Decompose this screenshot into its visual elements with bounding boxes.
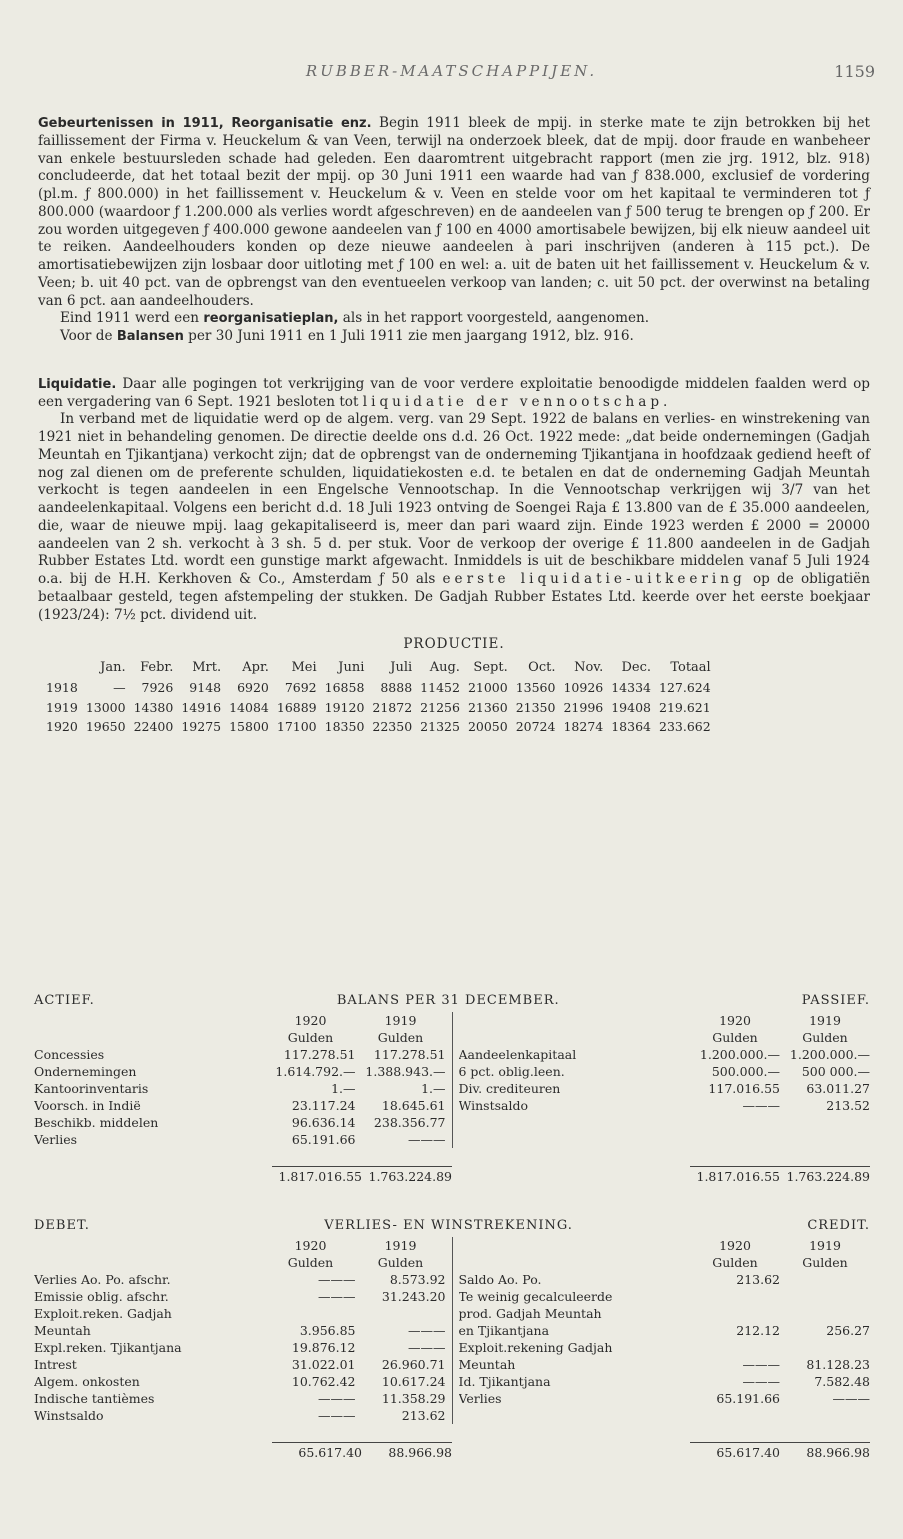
productie-value: 21360	[467, 699, 508, 715]
balans-title: BALANS PER 31 DECEMBER.	[336, 993, 560, 1008]
gebeurtenissen-paragraph	[38, 115, 870, 310]
account-label: Winstsaldo	[34, 1408, 104, 1423]
balans-totals	[34, 1152, 870, 1184]
productie-value: 21325	[420, 719, 460, 735]
account-label: Exploit.reken. Gadjah	[34, 1306, 172, 1321]
productie-value: 21996	[563, 699, 604, 715]
account-value-1919: 11.358.29	[381, 1391, 446, 1406]
unit-label: Gulden	[802, 1255, 848, 1270]
productie-value: 18364	[611, 719, 651, 735]
account-label: Indische tantièmes	[34, 1391, 155, 1406]
account-value-1920: 117.278.51	[283, 1047, 356, 1062]
account-value-1920	[690, 1288, 780, 1305]
productie-row	[42, 717, 715, 737]
unit-label: Gulden	[287, 1030, 334, 1045]
account-value-1920: ———	[742, 1374, 780, 1389]
account-label: Ondernemingen	[34, 1064, 137, 1079]
passief-column	[453, 1012, 871, 1148]
productie-year: 1918	[46, 679, 78, 695]
account-value-1920: 500.000.—	[711, 1064, 780, 1079]
productie-value: 18350	[324, 719, 365, 735]
account-value-1919: 1.—	[421, 1081, 446, 1096]
productie-value: 19408	[611, 699, 651, 715]
running-header	[0, 62, 903, 86]
account-label: Saldo Ao. Po.	[458, 1272, 542, 1287]
unit-label: Gulden	[712, 1030, 758, 1045]
productie-value: 14084	[229, 699, 269, 715]
text-span: per 30 Juni 1911 en 1 Juli 1911 zie men jaargang 1912, blz. 916.	[188, 328, 634, 344]
account-value-1920: ———	[742, 1098, 780, 1113]
text-body	[38, 115, 870, 737]
credit-total-1919: 88.966.98	[780, 1442, 870, 1460]
gebeurtenissen-text: Begin 1911 bleek de mpij. in sterke mate te zijn betrokken bij het faillissement der Firma v. Heuckelum & van Veen, terwijl na onderzoek bleek, dat de mpij. door fraude en wanbeheer van enkele bestuursleden schade had geleden. Een daaromtrent uitgebracht rapport (men zie jrg. 1912, blz. 918) concludeerde, dat het totaal bezit der mpij. op 30 Juni 1911 een waarde had van ƒ 838.000, exclusief de vordering (pl.m. ƒ 800.000) in het faillissement v. Heuckelum & v. Veen en stelde voor om het kapitaal te verminderen tot ƒ 800.000 (waardoor ƒ 1.200.000 als verlies wordt afgeschreven) en de aandeelen van ƒ 500 terug te brengen op ƒ 200. Er zou worden uitgegeven ƒ 400.000 gewone aandeelen van ƒ 100 en 4000 amortisabele bewijzen, bij elk nieuw aandeel uit te reiken. Aandeelhouders konden op deze nieuwe aandeelen à pari inschrijven (anderen à 115 pct.). De amortisatiebewijzen zijn losbaar door uitloting met ƒ 100 en wel: a. uit de baten uit het faillissement v. Heuckelum & v. Veen; b. uit 40 pct. van de opbrengst van den eventueelen verkoop van landen; c. uit 50 pct. der overwinst na betaling van 6 pct. aan aandeelhouders.	[38, 115, 870, 309]
account-row	[34, 1271, 446, 1288]
account-value-1919: 256.27	[826, 1323, 870, 1338]
uitkeering-spaced-text: eerste liquidatie-uitkeering	[442, 571, 746, 587]
account-row	[459, 1271, 871, 1288]
gebeurtenissen-heading: Gebeurtenissen in 1911, Reorganisatie enz.	[38, 116, 372, 131]
year-header-row	[34, 1012, 446, 1029]
balansen-paragraph	[38, 328, 870, 346]
account-value-1919	[780, 1305, 870, 1322]
account-value-1919: 81.128.23	[806, 1357, 870, 1372]
actief-total-1919: 1.763.224.89	[362, 1166, 452, 1184]
credit-total-1920: 65.617.40	[690, 1442, 780, 1460]
account-row	[34, 1373, 446, 1390]
unit-header-row	[34, 1254, 446, 1271]
account-value-1919: ———	[408, 1340, 446, 1355]
reorganisatieplan-term: reorganisatieplan,	[203, 311, 339, 327]
account-value-1920: 19.876.12	[291, 1340, 356, 1355]
account-row	[459, 1046, 871, 1063]
text-span: Eind 1911 werd een	[60, 310, 200, 327]
account-value-1919: 63.011.27	[806, 1081, 870, 1096]
account-value-1919: ———	[832, 1391, 870, 1406]
account-value-1919: 1.388.943.—	[365, 1064, 446, 1079]
unit-header-row	[34, 1029, 446, 1046]
account-value-1919: 18.645.61	[381, 1098, 446, 1113]
productie-value: 21872	[372, 699, 413, 715]
account-label: Voorsch. in Indië	[34, 1098, 141, 1113]
account-row	[34, 1407, 446, 1424]
productie-value: 7926	[141, 679, 174, 695]
text-span: In verband met de liquidatie werd op de algem. verg. van 29 Sept. 1922 de balans en verlies- en winstrekening van 1921 niet in behandeling genomen. De directie deelde ons d.d. 26 Oct. 1922 mede: „dat beide ondernemingen (Gadjah Meuntah en Tjikantjana) verkocht zijn; dat de opbrengst van de onderneming Tjikantjana in hoofdzaak gediend heeft of nog zal dienen om de preferente schulden, liquidatiekosten e.d. te betalen en dat de onderneming Gadjah Meuntah verkocht is tegen aandeelen in een Engelsche Vennootschap. In die Vennootschap verkrijgen wij 3/7 van het aandeelenkapitaal. Volgens een bericht d.d. 18 Juli 1923 ontving de Soengei Raja £ 13.800 van de £ 35.000 aandeelen, die, waar de nieuwe mpij. laag gekapitaliseerd is, meer dan pari waard zijn. Einde 1923 werden £ 2000 = 20000 aandeelen van 2 sh. verkocht à 3 sh. 5 d. per stuk. Voor de verkoop der overige £ 11.800 aandeelen in de Gadjah Rubber Estates Ltd. wordt een gunstige markt afgewacht. Inmiddels is uit de beschikbare middelen vanaf 5 Juli 1924 o.a. bij de H.H. Kerkhoven & Co., Amsterdam ƒ 50 als	[38, 411, 870, 587]
account-row	[34, 1322, 446, 1339]
month-header: Sept.	[473, 660, 508, 675]
account-value-1920: 1.200.000.—	[699, 1047, 780, 1062]
account-label: Exploit.rekening Gadjah	[458, 1340, 613, 1355]
productie-value: 127.624	[659, 679, 711, 695]
account-row	[459, 1063, 871, 1080]
account-value-1919	[356, 1305, 446, 1322]
account-value-1919: 10.617.24	[381, 1374, 446, 1389]
unit-label: Gulden	[712, 1255, 758, 1270]
account-value-1920: 3.956.85	[299, 1323, 356, 1338]
text-span: Voor de	[60, 328, 113, 344]
actief-caption: ACTIEF.	[34, 993, 95, 1008]
productie-value: 14380	[133, 699, 174, 715]
account-value-1920	[266, 1305, 356, 1322]
account-value-1920: ———	[318, 1391, 356, 1406]
account-value-1920	[690, 1339, 780, 1356]
productie-value: 20724	[515, 719, 556, 735]
account-row	[459, 1305, 871, 1322]
spacer	[34, 1237, 266, 1254]
account-value-1920: 1.—	[331, 1081, 356, 1096]
account-row	[34, 1305, 446, 1322]
spacer	[459, 1237, 691, 1254]
year-1920: 1920	[719, 1013, 751, 1028]
account-label: 6 pct. oblig.leen.	[458, 1064, 565, 1079]
account-value-1920: ———	[318, 1272, 356, 1287]
productie-row	[42, 678, 715, 698]
productie-year: 1919	[46, 699, 78, 715]
productie-value: 22400	[133, 719, 174, 735]
productie-value: —	[113, 679, 126, 695]
month-header: Mrt.	[192, 660, 222, 675]
actief-total-1920: 1.817.016.55	[272, 1166, 362, 1184]
account-label: Winstsaldo	[458, 1098, 529, 1113]
account-value-1920: 96.636.14	[291, 1115, 356, 1130]
account-label: Meuntah	[34, 1323, 91, 1338]
spacer	[459, 1029, 691, 1046]
productie-title: PRODUCTIE.	[403, 636, 505, 653]
account-row	[459, 1288, 871, 1305]
month-header: Mei	[291, 660, 317, 675]
productie-value: 219.621	[659, 699, 711, 715]
vw-title: VERLIES- EN WINSTREKENING.	[324, 1218, 573, 1233]
month-header: Jan.	[100, 660, 126, 675]
productie-header-row	[42, 658, 715, 678]
year-1920: 1920	[294, 1238, 327, 1253]
liquidatie-paragraph	[38, 376, 870, 412]
account-row	[34, 1288, 446, 1305]
account-value-1919	[780, 1339, 870, 1356]
account-value-1920: 31.022.01	[291, 1357, 356, 1372]
productie-value: 16858	[324, 679, 365, 695]
productie-value: 6920	[237, 679, 269, 695]
vw-totals	[34, 1428, 870, 1460]
account-row	[34, 1114, 446, 1131]
unit-header-row	[459, 1254, 871, 1271]
credit-column	[453, 1237, 871, 1424]
month-header: Juli	[390, 660, 413, 675]
account-value-1919	[780, 1288, 870, 1305]
text-span: op de obligatiën betaalbaar gesteld, tegen afstempeling der stukken. De Gadjah Rubber Estates Ltd. keerde over het eerste boekjaar (1923/24): 7½ pct. dividend uit.	[38, 571, 870, 623]
account-row	[34, 1339, 446, 1356]
account-value-1919: 26.960.71	[381, 1357, 446, 1372]
account-value-1920: 213.62	[736, 1272, 780, 1287]
liquidatie-paragraph-2	[38, 411, 870, 624]
debet-total-1919: 88.966.98	[362, 1442, 452, 1460]
spacer	[459, 1012, 691, 1029]
passief-total-1919: 1.763.224.89	[780, 1166, 870, 1184]
credit-caption: CREDIT.	[807, 1218, 870, 1233]
productie-value: 11452	[420, 679, 460, 695]
productie-value: 13000	[85, 699, 126, 715]
account-value-1920: 1.614.792.—	[275, 1064, 356, 1079]
productie-value: 17100	[276, 719, 317, 735]
productie-value: 10926	[563, 679, 604, 695]
actief-column	[34, 1012, 453, 1148]
productie-value: 21256	[420, 699, 460, 715]
spacer	[459, 1254, 691, 1271]
account-label: Verlies	[458, 1391, 502, 1406]
account-value-1919: 213.52	[826, 1098, 870, 1113]
account-label: prod. Gadjah Meuntah	[458, 1306, 602, 1321]
account-value-1919: 7.582.48	[814, 1374, 870, 1389]
month-header: Dec.	[621, 660, 651, 675]
unit-label: Gulden	[377, 1255, 424, 1270]
account-row	[34, 1390, 446, 1407]
debet-caption: DEBET.	[34, 1218, 90, 1233]
productie-value: 19120	[324, 699, 365, 715]
unit-header-row	[459, 1029, 871, 1046]
account-value-1920	[690, 1305, 780, 1322]
account-label: Beschikb. middelen	[34, 1115, 159, 1130]
account-value-1920: ———	[742, 1357, 780, 1372]
page-number: 1159	[834, 62, 875, 81]
liquidatie-heading: Liquidatie.	[38, 376, 117, 392]
productie-row	[42, 698, 715, 718]
balansen-term: Balansen	[116, 329, 184, 344]
account-value-1920: 23.117.24	[291, 1098, 356, 1113]
account-row	[459, 1080, 871, 1097]
account-value-1919: 1.200.000.—	[789, 1047, 870, 1062]
year-header-row	[34, 1237, 446, 1254]
productie-value: 19650	[85, 719, 126, 735]
account-value-1919: 31.243.20	[381, 1289, 446, 1304]
account-row	[34, 1046, 446, 1063]
year-1920: 1920	[294, 1013, 327, 1028]
account-value-1920: 212.12	[736, 1323, 780, 1338]
account-value-1919: 238.356.77	[373, 1115, 446, 1130]
productie-value: 8888	[380, 679, 413, 695]
debet-column	[34, 1237, 453, 1424]
month-header: Juni	[338, 660, 365, 675]
account-label: en Tjikantjana	[458, 1323, 550, 1338]
account-row	[459, 1097, 871, 1114]
account-label: Verlies	[34, 1132, 78, 1147]
account-label: Id. Tjikantjana	[458, 1374, 551, 1389]
account-value-1920: 65.191.66	[716, 1391, 780, 1406]
spacer	[34, 1254, 266, 1271]
productie-year: 1920	[46, 719, 78, 735]
productie-value: 233.662	[659, 719, 711, 735]
spacer	[34, 1012, 266, 1029]
account-label: Concessies	[34, 1047, 105, 1062]
productie-value: 20050	[467, 719, 508, 735]
account-row	[34, 1131, 446, 1148]
account-value-1919: ———	[408, 1132, 446, 1147]
month-header: Aug.	[429, 660, 460, 675]
account-label: Algem. onkosten	[34, 1374, 140, 1389]
unit-label: Gulden	[287, 1255, 334, 1270]
account-value-1919: 8.573.92	[389, 1272, 446, 1287]
account-label: Expl.reken. Tjikantjana	[34, 1340, 182, 1355]
verlies-winst-section	[34, 1218, 870, 1460]
year-1919: 1919	[384, 1013, 417, 1028]
account-row	[459, 1356, 871, 1373]
account-label: Div. crediteuren	[458, 1081, 561, 1096]
year-1919: 1919	[809, 1013, 841, 1028]
account-row	[459, 1322, 871, 1339]
running-title: RUBBER-MAATSCHAPPIJEN.	[305, 62, 598, 80]
account-value-1919: 117.278.51	[373, 1047, 446, 1062]
month-header: Totaal	[670, 660, 711, 675]
account-row	[459, 1339, 871, 1356]
account-value-1920: 117.016.55	[708, 1081, 780, 1096]
year-col-header	[42, 658, 82, 678]
passief-total-1920: 1.817.016.55	[690, 1166, 780, 1184]
productie-value: 16889	[276, 699, 317, 715]
month-header: Oct.	[528, 660, 556, 675]
month-header: Febr.	[140, 660, 174, 675]
account-value-1920: 65.191.66	[291, 1132, 356, 1147]
account-value-1920: ———	[318, 1408, 356, 1423]
productie-value: 7692	[284, 679, 317, 695]
debet-total-1920: 65.617.40	[272, 1442, 362, 1460]
account-value-1920: 10.762.42	[291, 1374, 356, 1389]
productie-value: 18274	[563, 719, 604, 735]
account-row	[34, 1097, 446, 1114]
productie-value: 13560	[515, 679, 556, 695]
account-row	[34, 1080, 446, 1097]
reorganisatie-paragraph	[38, 310, 870, 328]
year-1919: 1919	[384, 1238, 417, 1253]
account-row	[459, 1390, 871, 1407]
productie-value: 19275	[181, 719, 222, 735]
account-label: Emissie oblig. afschr.	[34, 1289, 169, 1304]
account-label: Aandeelenkapitaal	[458, 1047, 577, 1062]
account-label: Intrest	[34, 1357, 77, 1372]
productie-value: 21350	[515, 699, 556, 715]
productie-value: 21000	[467, 679, 508, 695]
account-row	[34, 1063, 446, 1080]
productie-value: 9148	[189, 679, 222, 695]
account-label: Te weinig gecalculeerde	[458, 1289, 613, 1304]
account-label: Verlies Ao. Po. afschr.	[34, 1272, 171, 1287]
year-1920: 1920	[719, 1238, 751, 1253]
balans-section	[34, 993, 870, 1184]
spacer	[34, 1029, 266, 1046]
account-row	[34, 1356, 446, 1373]
productie-table	[42, 658, 715, 737]
productie-value: 14916	[181, 699, 222, 715]
text-span: Daar alle pogingen tot verkrijging van de voor verdere exploitatie benoodigde middelen faalden werd op een vergadering van 6 Sept. 1921 besloten tot	[38, 375, 870, 410]
productie-body	[42, 678, 715, 737]
account-label: Meuntah	[458, 1357, 516, 1372]
passief-caption: PASSIEF.	[801, 993, 870, 1008]
month-header: Nov.	[574, 660, 604, 675]
unit-label: Gulden	[377, 1030, 424, 1045]
year-header-row	[459, 1237, 871, 1254]
productie-value: 14334	[611, 679, 651, 695]
account-value-1919	[780, 1271, 870, 1288]
productie-value: 15800	[229, 719, 269, 735]
month-header: Apr.	[242, 660, 269, 675]
account-value-1919: 500 000.—	[801, 1064, 870, 1079]
account-value-1919: 213.62	[401, 1408, 446, 1423]
year-header-row	[459, 1012, 871, 1029]
balans-captions	[34, 993, 870, 1008]
account-value-1920: ———	[318, 1289, 356, 1304]
productie-value: 22350	[372, 719, 413, 735]
unit-label: Gulden	[802, 1030, 848, 1045]
text-span: als in het rapport voorgesteld, aangenomen.	[342, 310, 650, 327]
account-row	[459, 1373, 871, 1390]
year-1919: 1919	[809, 1238, 841, 1253]
account-label: Kantoorinventaris	[34, 1081, 149, 1096]
liquidatie-spaced-text: liquidatie der vennootschap.	[362, 393, 672, 410]
account-value-1919: ———	[408, 1323, 446, 1338]
vw-captions	[34, 1218, 870, 1233]
